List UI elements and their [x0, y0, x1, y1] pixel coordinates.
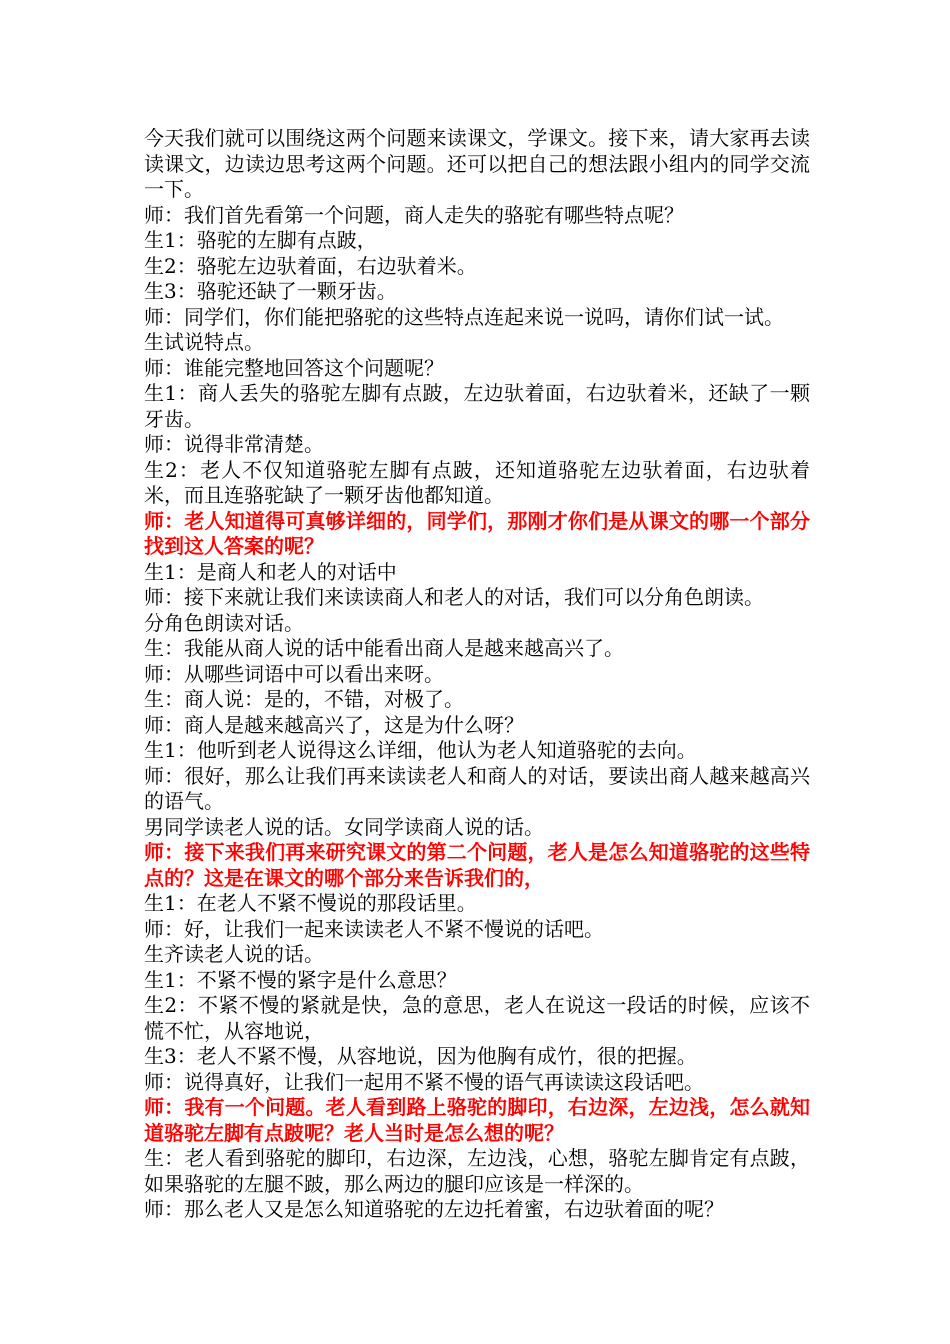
paragraph: 师：很好，那么让我们再来读读老人和商人的对话，要读出商人越来越高兴的语气。 [144, 763, 810, 813]
highlighted-paragraph: 师：我有一个问题。老人看到路上骆驼的脚印，右边深，左边浅，怎么就知道骆驼左脚有点跛呢？老人当时是怎么想的呢？ [144, 1095, 810, 1145]
paragraph: 生1：不紧不慢的紧字是什么意思？ [144, 967, 457, 992]
paragraph: 师：接下来就让我们来读读商人和老人的对话，我们可以分角色朗读。 [144, 585, 764, 609]
paragraph: 生1：他听到老人说得这么详细，他认为老人知道骆驼的去向。 [144, 738, 697, 762]
paragraph: 师：同学们，你们能把骆驼的这些特点连起来说一说吗，请你们试一试。 [144, 304, 784, 329]
paragraph: 生试说特点。 [144, 330, 264, 354]
highlighted-paragraph: 师：老人知道得可真够详细的，同学们，那刚才你们是从课文的哪一个部分找到这人答案的呢？ [144, 508, 810, 558]
paragraph: 生1：商人丢失的骆驼左脚有点跛，左边驮着面，右边驮着米，还缺了一颗牙齿。 [144, 381, 810, 431]
paragraph: 生齐读老人说的话。 [144, 942, 324, 966]
paragraph: 生：我能从商人说的话中能看出商人是越来越高兴了。 [144, 636, 624, 660]
document-page [144, 126, 810, 1223]
paragraph: 师：商人是越来越高兴了，这是为什么呀？ [144, 712, 524, 737]
paragraph: 生：老人看到骆驼的脚印，右边深，左边浅，心想，骆驼左脚肯定有点跛，如果骆驼的左腿不跛，那么两边的腿印应该是一样深的。 [144, 1146, 810, 1196]
paragraph: 师：说得非常清楚。 [144, 432, 324, 456]
paragraph: 师：谁能完整地回答这个问题呢？ [144, 355, 444, 380]
paragraph: 师：说得真好，让我们一起用不紧不慢的语气再读读这段话吧。 [144, 1069, 704, 1094]
paragraph: 生2：不紧不慢的紧就是快，急的意思，老人在说这一段话的时候，应该不慌不忙，从容地说， [144, 993, 810, 1043]
paragraph: 生2：老人不仅知道骆驼左脚有点跛，还知道骆驼左边驮着面，右边驮着米，而且连骆驼缺了一颗牙齿他都知道。 [144, 457, 810, 507]
paragraph: 生1：在老人不紧不慢说的那段话里。 [144, 891, 477, 915]
paragraph: 生3：骆驼还缺了一颗牙齿。 [144, 279, 397, 303]
paragraph: 生2：骆驼左边驮着面，右边驮着米。 [144, 253, 477, 278]
paragraph: 男同学读老人说的话。女同学读商人说的话。 [144, 814, 544, 839]
paragraph: 生1：是商人和老人的对话中 [144, 559, 397, 584]
paragraph: 师：那么老人又是怎么知道骆驼的左边托着蜜，右边驮着面的呢？ [144, 1197, 724, 1221]
paragraph: 师：从哪些词语中可以看出来呀。 [144, 661, 444, 686]
paragraph: 师：好，让我们一起来读读老人不紧不慢说的话吧。 [144, 916, 604, 941]
paragraph: 生：商人说：是的，不错，对极了。 [144, 687, 464, 711]
paragraph: 生3：老人不紧不慢，从容地说，因为他胸有成竹，很的把握。 [144, 1044, 697, 1068]
paragraph: 生1：骆驼的左脚有点跛， [144, 228, 377, 252]
paragraph: 师：我们首先看第一个问题，商人走失的骆驼有哪些特点呢？ [144, 202, 684, 227]
paragraph: 分角色朗读对话。 [144, 610, 304, 635]
paragraph: 今天我们就可以围绕这两个问题来读课文，学课文。接下来，请大家再去读读课文，边读边思考这两个问题。还可以把自己的想法跟小组内的同学交流一下。 [144, 126, 810, 201]
highlighted-paragraph: 师：接下来我们再来研究课文的第二个问题，老人是怎么知道骆驼的这些特点的？这是在课文的哪个部分来告诉我们的， [144, 840, 810, 890]
